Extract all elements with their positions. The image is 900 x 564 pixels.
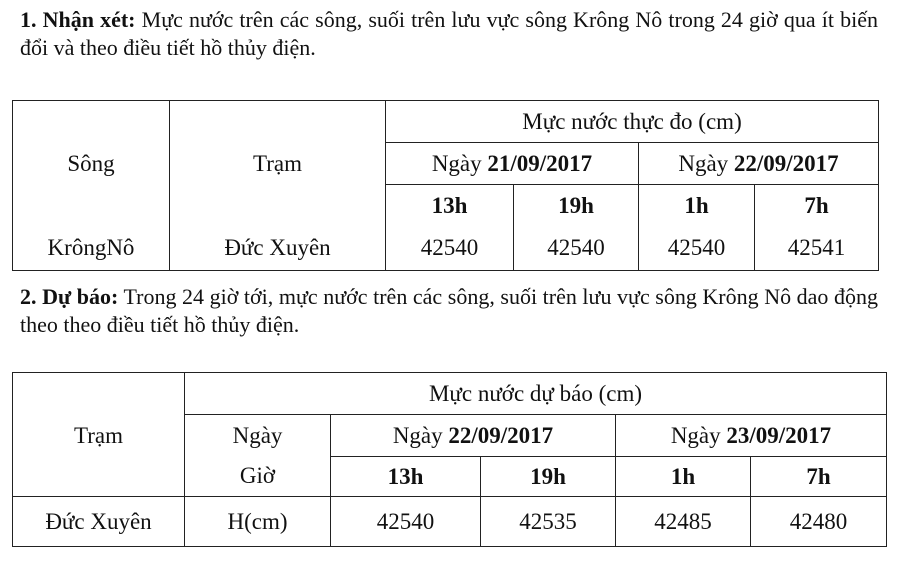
hour-header: 7h [755,185,879,227]
value-cell: 42540 [386,227,514,271]
value-cell: 42535 [481,497,616,547]
river-name-cell: KrôngNô [13,227,170,271]
station-name-cell: Đức Xuyên [13,497,185,547]
song-header: Sông [13,143,170,185]
tram-header-cell [170,101,386,143]
hour-header: 19h [514,185,639,227]
section-2-paragraph [20,283,878,339]
song-spacer [13,185,170,227]
ngay-label: Ngày [185,415,331,457]
hour-header: 1h [616,457,751,497]
station-name-cell: Đức Xuyên [170,227,386,271]
forecast-water-level-table [12,372,887,547]
value-cell: 42485 [616,497,751,547]
value-cell: 42540 [331,497,481,547]
day2-header: Ngày 22/09/2017 [639,143,879,185]
tram-spacer [13,457,185,497]
forecast-group-header: Mực nước dự báo (cm) [185,373,887,415]
section-1-heading: 1. Nhận xét: [20,7,136,32]
forecast-day2-header: Ngày 23/09/2017 [616,415,887,457]
hour-header: 7h [751,457,887,497]
day1-header: Ngày 21/09/2017 [386,143,639,185]
value-cell: 42540 [639,227,755,271]
observed-water-level-table [12,100,879,271]
forecast-day1-header: Ngày 22/09/2017 [331,415,616,457]
value-cell: 42541 [755,227,879,271]
section-1-paragraph [20,6,878,62]
hour-header: 13h [386,185,514,227]
tram-header-cell [13,373,185,415]
section-1-text: Mực nước trên các sông, suối trên lưu vực sông Krông Nô trong 24 giờ qua ít biến đổi và theo điều tiết hồ thủy điện. [20,7,879,60]
observed-group-header: Mực nước thực đo (cm) [386,101,879,143]
section-2-text: Trong 24 giờ tới, mực nước trên các sông, suối trên lưu vực sông Krông Nô dao động theo theo điều tiết hồ thủy điện. [20,284,878,337]
unit-cell: H(cm) [185,497,331,547]
tram-spacer [170,185,386,227]
value-cell: 42540 [514,227,639,271]
value-cell: 42480 [751,497,887,547]
hour-header: 19h [481,457,616,497]
tram-header: Trạm [170,143,386,185]
gio-label: Giờ [185,457,331,497]
section-2-heading: 2. Dự báo: [20,284,119,309]
tram-header: Trạm [13,415,185,457]
song-header-cell [13,101,170,143]
hour-header: 1h [639,185,755,227]
hour-header: 13h [331,457,481,497]
